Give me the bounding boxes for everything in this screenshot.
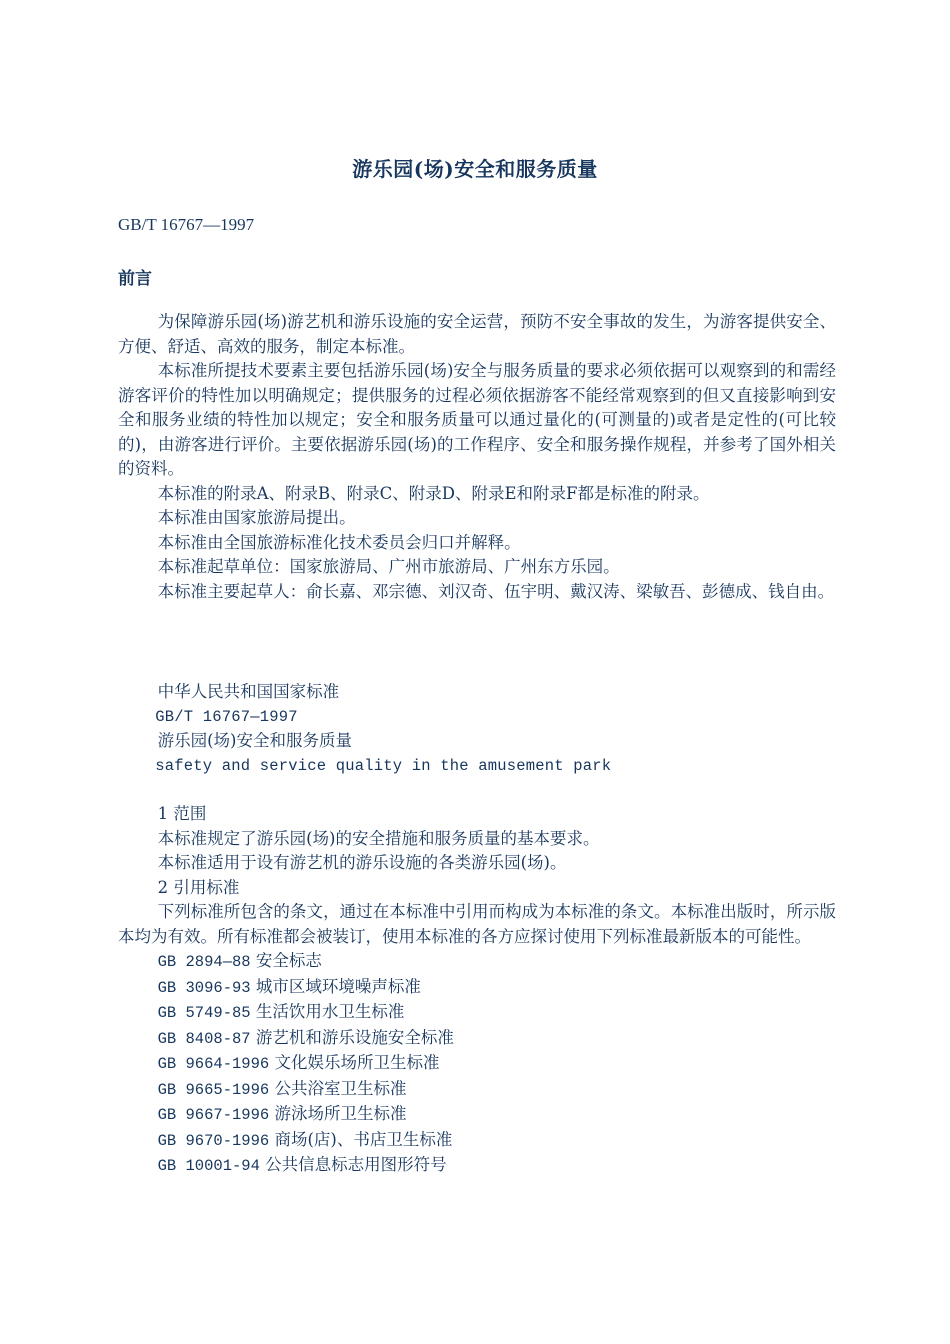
section-1 — [118, 802, 836, 1179]
foreword-heading: 前言 — [118, 269, 152, 289]
reference-item — [118, 1000, 836, 1026]
header-standard-number: GB/T 16767—1997 — [155, 707, 298, 726]
reference-code: GB 3096-93 — [157, 978, 251, 997]
foreword-paragraph: 本标准主要起草人：俞长嘉、邓宗德、刘汉奇、伍宇明、戴汉涛、梁敏吾、彭德成、钱自由。 — [157, 581, 835, 601]
reference-item — [118, 975, 836, 1001]
reference-name: 城市区域环境噪声标准 — [255, 976, 421, 996]
reference-item — [118, 1102, 836, 1128]
section-2-heading: 2 引用标准 — [157, 877, 240, 897]
foreword-paragraph: 为保障游乐园(场)游艺机和游乐设施的安全运营，预防不安全事故的发生，为游客提供安全、方便、舒适、高效的服务，制定本标准。 — [118, 312, 836, 356]
reference-item — [118, 1051, 836, 1077]
reference-item — [118, 1026, 836, 1052]
reference-item — [118, 949, 836, 975]
reference-name: 生活饮用水卫生标准 — [255, 1002, 405, 1021]
document-title: 游乐园(场)安全和服务质量 — [352, 157, 598, 181]
reference-code: GB 2894—88 — [157, 953, 251, 971]
section-1-paragraph: 本标准规定了游乐园(场)的安全措施和服务质量的基本要求。 — [157, 828, 600, 848]
reference-name: 公共浴室卫生标准 — [274, 1078, 407, 1098]
reference-name: 安全标志 — [255, 951, 322, 970]
header-title-en: safety and service quality in the amusement park — [155, 756, 612, 775]
reference-code: GB 10001-94 — [157, 1157, 260, 1175]
issuer-line: 中华人民共和国国家标准 — [157, 682, 340, 701]
section-1-paragraph: 本标准适用于设有游艺机的游乐设施的各类游乐园(场)。 — [157, 853, 567, 872]
reference-item — [118, 1153, 836, 1179]
foreword-body — [118, 310, 836, 604]
section-2-intro: 下列标准所包含的条文，通过在本标准中引用而构成为本标准的条文。本标准出版时，所示版本均为有效。所有标准都会被装订，使用本标准的各方应探讨使用下列标准最新版本的可能性。 — [118, 902, 836, 946]
reference-code: GB 5749-85 — [157, 1004, 251, 1022]
reference-item — [118, 1077, 836, 1103]
header-title-cn: 游乐园(场)安全和服务质量 — [157, 731, 352, 750]
section-1-heading: 1 范围 — [157, 804, 207, 823]
reference-code: GB 9664-1996 — [157, 1055, 270, 1073]
reference-name: 游艺机和游乐设施安全标准 — [255, 1027, 454, 1047]
reference-name: 文化娱乐场所卫生标准 — [274, 1053, 440, 1072]
reference-item — [118, 1128, 836, 1154]
foreword-paragraph: 本标准所提技术要素主要包括游乐园(场)安全与服务质量的要求必须依据可以观察到的和需经游客评价的特性加以明确规定；提供服务的过程必须依据游客不能经常观察到的但又直接影响到安全和服务业绩的特性加以规定；安全和服务质量可以通过量化的(可测量的)或者是定性的(可比较的)，由游客进行评价。主要依据游乐园(场)的工作程序、安全和服务操作规程，并参考了国外相关的资料。 — [118, 361, 836, 478]
standard-number: GB/T 16767—1997 — [118, 215, 255, 234]
foreword-paragraph: 本标准的附录A、附录B、附录C、附录D、附录E和附录F都是标准的附录。 — [157, 483, 710, 503]
reference-code: GB 9670-1996 — [157, 1131, 270, 1150]
reference-name: 商场(店)、书店卫生标准 — [274, 1129, 453, 1149]
reference-code: GB 9667-1996 — [157, 1106, 270, 1124]
foreword-paragraph: 本标准由全国旅游标准化技术委员会归口并解释。 — [157, 532, 521, 552]
reference-list — [118, 949, 836, 1179]
foreword-paragraph: 本标准由国家旅游局提出。 — [157, 508, 356, 527]
reference-code: GB 8408-87 — [157, 1029, 251, 1048]
reference-name: 游泳场所卫生标准 — [274, 1104, 407, 1123]
reference-code: GB 9665-1996 — [157, 1080, 270, 1099]
national-standard-header — [118, 680, 836, 778]
foreword-paragraph: 本标准起草单位：国家旅游局、广州市旅游局、广州东方乐园。 — [157, 557, 620, 576]
reference-name: 公共信息标志用图形符号 — [265, 1155, 447, 1174]
